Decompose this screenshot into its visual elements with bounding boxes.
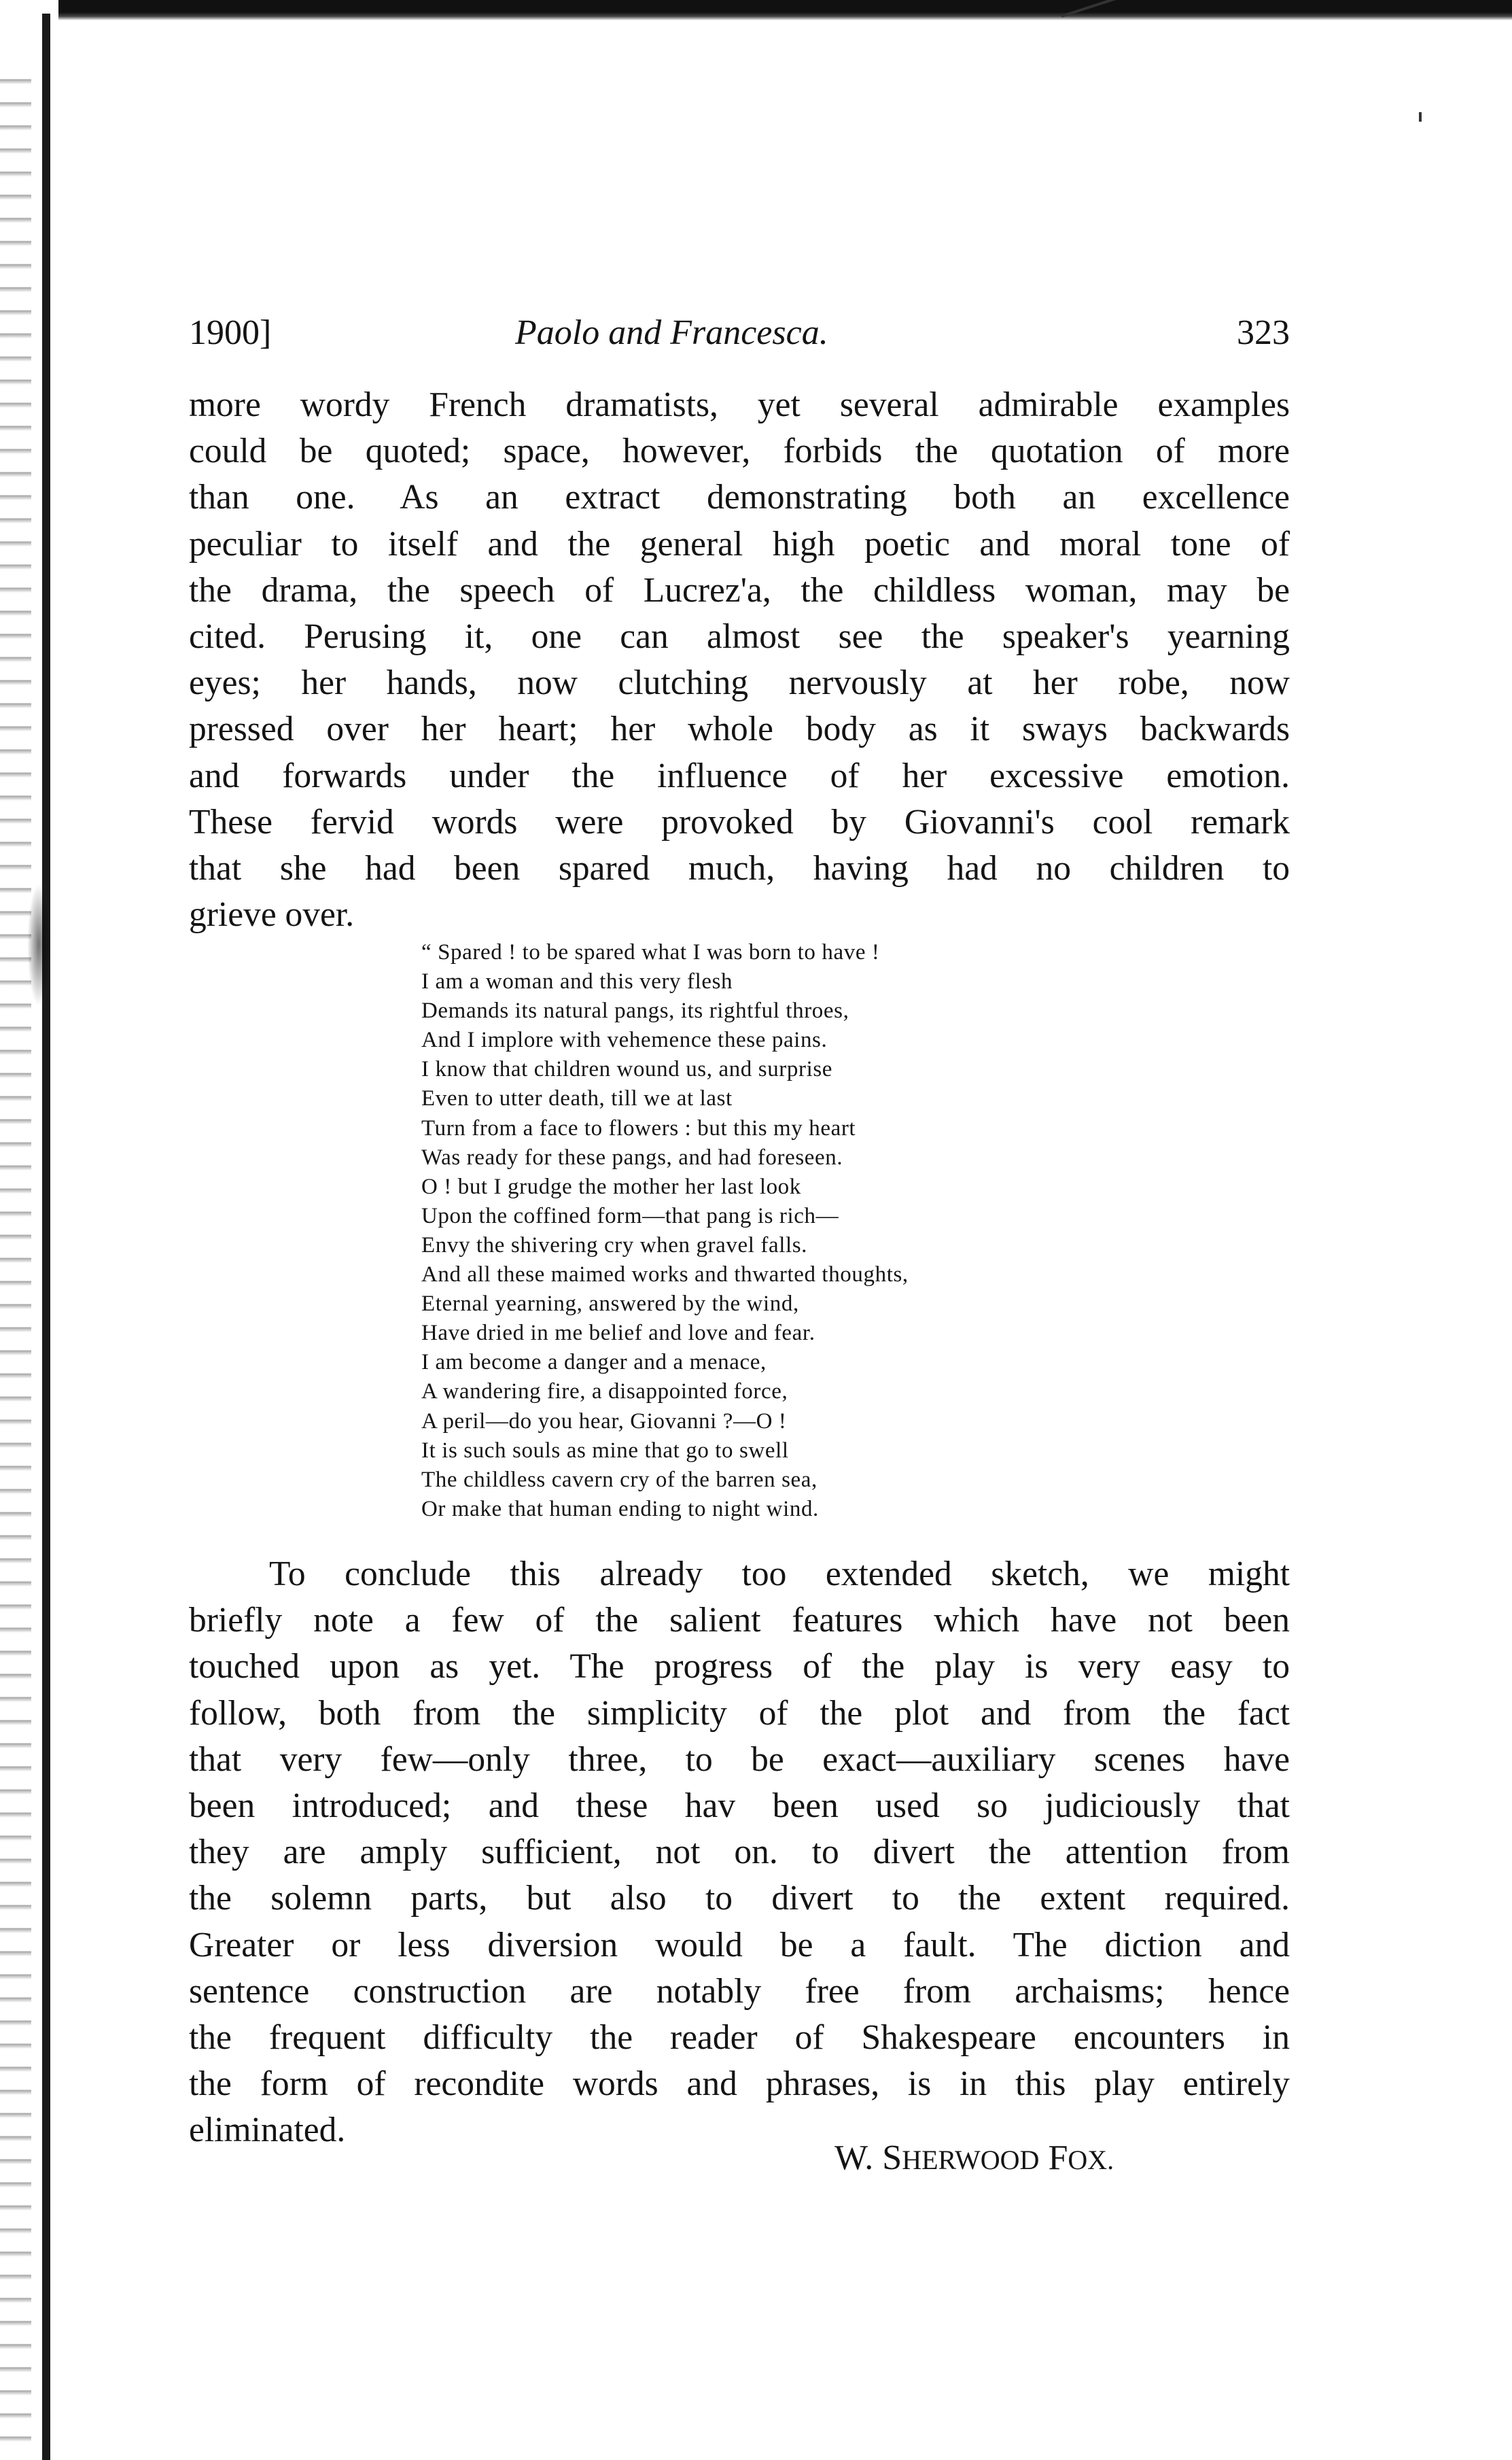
quoted-poem [421, 938, 1182, 1524]
text-line: the drama, the speech of Lucrez'a, the childless woman, may be [189, 570, 1290, 610]
poem-line: I am become a danger and a menace, [421, 1350, 767, 1375]
signature-last-initial: F [1048, 2138, 1068, 2177]
poem-line: Was ready for these pangs, and had foreseen. [421, 1145, 843, 1170]
text-line: eliminated. [189, 2111, 346, 2150]
poem-line: O ! but I grudge the mother her last look [421, 1174, 801, 1199]
poem-line: A peril—do you hear, Giovanni ?—O ! [421, 1408, 787, 1434]
poem-line: I know that children wound us, and surprise [421, 1057, 833, 1082]
signature-middle-rest: HERWOOD [902, 2145, 1040, 2175]
scan-speck [1419, 112, 1422, 122]
running-header [189, 313, 1290, 356]
binding-smudge [27, 884, 50, 1006]
text-line: the form of recondite words and phrases, is in this play entirely [189, 2064, 1290, 2104]
header-year: 1900] [189, 313, 272, 352]
text-line: touched upon as yet. The progress of the play is very easy to [189, 1647, 1290, 1686]
text-line: the solemn parts, but also to divert to the extent required. [189, 1879, 1290, 1918]
header-title: Paolo and Francesca. [515, 313, 828, 352]
poem-line: And I implore with vehemence these pains. [421, 1028, 828, 1053]
binding-shadow [42, 14, 50, 2460]
text-line: To conclude this already too extended sketch, we might [269, 1555, 1290, 1593]
poem-line: Or make that human ending to night wind. [421, 1496, 819, 1521]
text-line: been introduced; and these hav been used so judiciously that [189, 1786, 1290, 1825]
poem-line: “ Spared ! to be spared what I was born to have ! [421, 940, 880, 965]
text-line: they are amply sufficient, not on. to divert the attention from [189, 1833, 1290, 1872]
text-line: cited. Perusing it, one can almost see the speaker's yearning [189, 617, 1290, 656]
binding-texture [0, 61, 31, 2454]
poem-line: It is such souls as mine that go to swell [421, 1438, 789, 1463]
poem-line: Turn from a face to flowers : but this my heart [421, 1115, 856, 1141]
poem-line: Eternal yearning, answered by the wind, [421, 1292, 799, 1317]
poem-line: Upon the coffined form—that pang is rich— [421, 1203, 839, 1228]
text-line: briefly note a few of the salient features which have not been [189, 1601, 1290, 1640]
text-line: that she had been spared much, having had no children to [189, 848, 1290, 888]
text-line: eyes; her hands, now clutching nervously at her robe, now [189, 663, 1290, 703]
text-line: These fervid words were provoked by Giovanni's cool remark [189, 802, 1290, 842]
paragraph-1 [189, 382, 1290, 938]
poem-line: Have dried in me belief and love and fear. [421, 1321, 815, 1346]
paragraph-2 [189, 1551, 1290, 2153]
text-line: peculiar to itself and the general high poetic and moral tone of [189, 524, 1290, 564]
text-line: than one. As an extract demonstrating both an excellence [189, 478, 1290, 517]
text-line: Greater or less diversion would be a fault. The diction and [189, 1925, 1290, 1964]
poem-line: A wandering fire, a disappointed force, [421, 1379, 788, 1404]
poem-line: Demands its natural pangs, its rightful throes, [421, 999, 849, 1024]
text-line: pressed over her heart; her whole body as it sways backwards [189, 710, 1290, 749]
text-line: follow, both from the simplicity of the plot and from the fact [189, 1693, 1290, 1733]
scan-binding-edge [0, 0, 58, 2460]
text-line: could be quoted; space, however, forbids the quotation of more [189, 432, 1290, 471]
page-number: 323 [1237, 313, 1290, 352]
poem-line: Even to utter death, till we at last [421, 1086, 733, 1111]
text-line: the frequent difficulty the reader of Shakespeare encounters in [189, 2017, 1290, 2057]
poem-line: The childless cavern cry of the barren sea, [421, 1467, 817, 1492]
text-line: more wordy French dramatists, yet several admirable examples [189, 385, 1290, 424]
poem-line: And all these maimed works and thwarted thoughts, [421, 1262, 909, 1287]
signature-last-rest: OX. [1068, 2145, 1114, 2175]
poem-line: I am a woman and this very flesh [421, 969, 733, 994]
text-line: grieve over. [189, 895, 355, 935]
poem-line: Envy the shivering cry when gravel falls. [421, 1232, 808, 1258]
text-line: that very few—only three, to be exact—auxiliary scenes have [189, 1739, 1290, 1779]
text-line: sentence construction are notably free from archaisms; hence [189, 1971, 1290, 2011]
author-signature [834, 2138, 1114, 2178]
signature-initial: W. S [834, 2138, 902, 2177]
text-line: and forwards under the influence of her excessive emotion. [189, 756, 1290, 795]
scan-top-edge [0, 0, 1512, 20]
